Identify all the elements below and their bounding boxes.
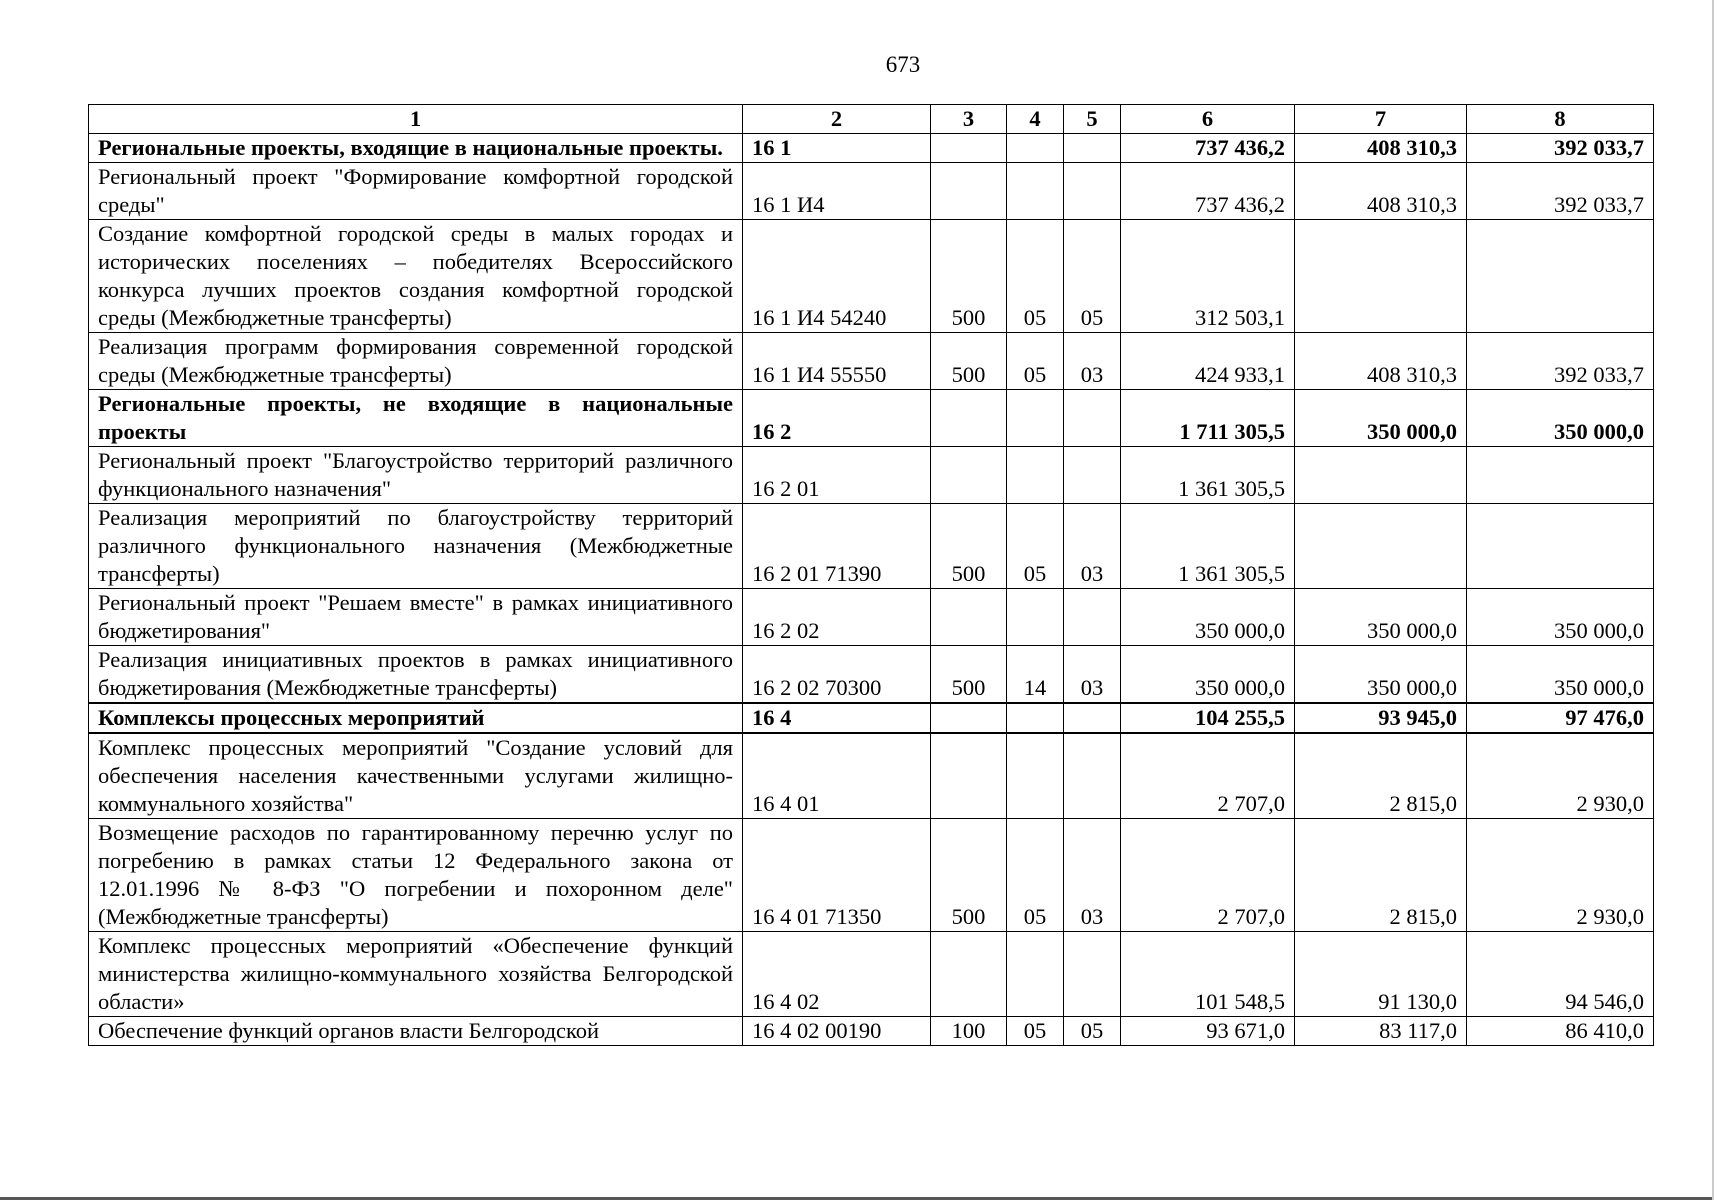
row-col4-cell: 14 [1007, 646, 1064, 704]
row-name-cell: Реализация мероприятий по благоустройству территорий различного функционального назначения (Межбюджетные трансферты) [89, 504, 743, 589]
row-col4-cell [1007, 589, 1064, 646]
row-col7-value: 91 130,0 [1295, 932, 1467, 1017]
row-col6-value: 737 436,2 [1121, 163, 1295, 220]
row-col8-value [1467, 504, 1654, 589]
row-col5-cell [1064, 932, 1121, 1017]
row-code-cell: 16 2 [743, 390, 931, 447]
row-name-cell: Обеспечение функций органов власти Белгородской [89, 1017, 743, 1046]
row-col6-value: 2 707,0 [1121, 819, 1295, 932]
table-row [89, 163, 1654, 220]
row-code-cell: 16 2 01 71390 [743, 504, 931, 589]
row-col6-value: 312 503,1 [1121, 220, 1295, 333]
row-col3-cell [931, 932, 1007, 1017]
table-row [89, 134, 1654, 163]
row-code-cell: 16 4 01 [743, 733, 931, 819]
row-col6-value: 93 671,0 [1121, 1017, 1295, 1046]
row-col6-value: 1 711 305,5 [1121, 390, 1295, 447]
row-name-cell: Реализация программ формирования современной городской среды (Межбюджетные трансферты) [89, 333, 743, 390]
row-col3-cell: 500 [931, 220, 1007, 333]
table-row [89, 390, 1654, 447]
row-col4-cell [1007, 134, 1064, 163]
row-col8-value: 392 033,7 [1467, 134, 1654, 163]
row-col5-cell: 03 [1064, 504, 1121, 589]
row-col8-value [1467, 220, 1654, 333]
row-code-cell: 16 2 01 [743, 447, 931, 504]
row-col4-cell: 05 [1007, 220, 1064, 333]
table-row [89, 220, 1654, 333]
row-col5-cell: 05 [1064, 220, 1121, 333]
column-header: 1 [89, 105, 743, 134]
row-col7-value: 408 310,3 [1295, 333, 1467, 390]
table-header-row [89, 105, 1654, 134]
row-col3-cell [931, 703, 1007, 733]
column-header: 6 [1121, 105, 1295, 134]
row-col7-value: 350 000,0 [1295, 589, 1467, 646]
row-col6-value: 104 255,5 [1121, 703, 1295, 733]
row-col5-cell [1064, 134, 1121, 163]
row-col3-cell [931, 589, 1007, 646]
row-code-cell: 16 1 [743, 134, 931, 163]
row-col7-value: 2 815,0 [1295, 819, 1467, 932]
row-col7-value: 93 945,0 [1295, 703, 1467, 733]
row-col8-value: 2 930,0 [1467, 733, 1654, 819]
row-col6-value: 424 933,1 [1121, 333, 1295, 390]
row-col5-cell [1064, 703, 1121, 733]
table-row [89, 333, 1654, 390]
row-col8-value: 86 410,0 [1467, 1017, 1654, 1046]
table-row [89, 504, 1654, 589]
table-row [89, 932, 1654, 1017]
row-name-cell: Реализация инициативных проектов в рамках инициативного бюджетирования (Межбюджетные трансферты) [89, 646, 743, 704]
column-header: 2 [743, 105, 931, 134]
row-name-cell: Создание комфортной городской среды в малых городах и исторических поселениях – победителях Всероссийского конкурса лучших проектов создания комфортной городской среды (Межбюджетные трансферты) [89, 220, 743, 333]
table-row [89, 703, 1654, 733]
row-col6-value: 350 000,0 [1121, 646, 1295, 704]
row-col8-value: 97 476,0 [1467, 703, 1654, 733]
row-code-cell: 16 4 [743, 703, 931, 733]
row-col8-value: 350 000,0 [1467, 589, 1654, 646]
row-col8-value: 2 930,0 [1467, 819, 1654, 932]
row-col5-cell: 03 [1064, 333, 1121, 390]
row-col4-cell [1007, 447, 1064, 504]
row-col4-cell [1007, 932, 1064, 1017]
row-col3-cell: 500 [931, 333, 1007, 390]
row-col7-value: 408 310,3 [1295, 134, 1467, 163]
column-header: 5 [1064, 105, 1121, 134]
row-code-cell: 16 2 02 [743, 589, 931, 646]
row-col7-value: 350 000,0 [1295, 390, 1467, 447]
row-col4-cell: 05 [1007, 504, 1064, 589]
row-col7-value: 350 000,0 [1295, 646, 1467, 704]
row-col7-value [1295, 504, 1467, 589]
row-col5-cell [1064, 733, 1121, 819]
row-col5-cell [1064, 589, 1121, 646]
row-col8-value: 392 033,7 [1467, 333, 1654, 390]
row-col7-value: 2 815,0 [1295, 733, 1467, 819]
row-col3-cell: 500 [931, 646, 1007, 704]
table-row [89, 733, 1654, 819]
row-col3-cell: 500 [931, 504, 1007, 589]
row-col8-value: 350 000,0 [1467, 390, 1654, 447]
row-name-cell: Комплекс процессных мероприятий «Обеспечение функций министерства жилищно-коммунального хозяйства Белгородской области» [89, 932, 743, 1017]
row-col6-value: 101 548,5 [1121, 932, 1295, 1017]
row-name-cell: Региональные проекты, входящие в национальные проекты. [89, 134, 743, 163]
row-col4-cell: 05 [1007, 333, 1064, 390]
row-col5-cell [1064, 163, 1121, 220]
row-name-cell: Региональные проекты, не входящие в национальные проекты [89, 390, 743, 447]
row-col6-value: 350 000,0 [1121, 589, 1295, 646]
row-col5-cell [1064, 447, 1121, 504]
row-col7-value: 408 310,3 [1295, 163, 1467, 220]
row-col6-value: 737 436,2 [1121, 134, 1295, 163]
row-col7-value [1295, 220, 1467, 333]
row-col6-value: 2 707,0 [1121, 733, 1295, 819]
column-header: 8 [1467, 105, 1654, 134]
table-row [89, 1017, 1654, 1046]
table-row [89, 589, 1654, 646]
row-col8-value: 94 546,0 [1467, 932, 1654, 1017]
row-col3-cell [931, 733, 1007, 819]
row-col4-cell: 05 [1007, 819, 1064, 932]
row-col3-cell [931, 447, 1007, 504]
row-code-cell: 16 1 И4 54240 [743, 220, 931, 333]
row-name-cell: Региональный проект "Решаем вместе" в рамках инициативного бюджетирования" [89, 589, 743, 646]
row-code-cell: 16 1 И4 55550 [743, 333, 931, 390]
budget-table [88, 104, 1654, 1046]
row-col4-cell [1007, 733, 1064, 819]
row-col5-cell [1064, 390, 1121, 447]
page-number: 673 [885, 52, 921, 77]
row-col7-value [1295, 447, 1467, 504]
row-col8-value: 392 033,7 [1467, 163, 1654, 220]
table-body [89, 134, 1654, 1046]
row-col6-value: 1 361 305,5 [1121, 504, 1295, 589]
row-code-cell: 16 4 02 00190 [743, 1017, 931, 1046]
row-col7-value: 83 117,0 [1295, 1017, 1467, 1046]
column-header: 3 [931, 105, 1007, 134]
row-col3-cell [931, 134, 1007, 163]
row-col5-cell: 03 [1064, 819, 1121, 932]
row-name-cell: Возмещение расходов по гарантированному перечню услуг по погребению в рамках статьи 12 Федерального закона от 12.01.1996 № 8-ФЗ "О погребении и похоронном деле" (Межбюджетные трансферты) [89, 819, 743, 932]
row-name-cell: Комплекс процессных мероприятий "Создание условий для обеспечения населения качественными услугами жилищно-коммунального хозяйства" [89, 733, 743, 819]
row-col8-value [1467, 447, 1654, 504]
column-header: 7 [1295, 105, 1467, 134]
column-header: 4 [1007, 105, 1064, 134]
table-row [89, 447, 1654, 504]
row-name-cell: Комплексы процессных мероприятий [89, 703, 743, 733]
table-row [89, 819, 1654, 932]
row-name-cell: Региональный проект "Благоустройство территорий различного функционального назначения" [89, 447, 743, 504]
row-code-cell: 16 2 02 70300 [743, 646, 931, 704]
row-col8-value: 350 000,0 [1467, 646, 1654, 704]
row-col3-cell [931, 390, 1007, 447]
row-code-cell: 16 1 И4 [743, 163, 931, 220]
row-col4-cell [1007, 703, 1064, 733]
row-code-cell: 16 4 02 [743, 932, 931, 1017]
row-col4-cell [1007, 163, 1064, 220]
row-col3-cell: 500 [931, 819, 1007, 932]
row-col6-value: 1 361 305,5 [1121, 447, 1295, 504]
row-col3-cell: 100 [931, 1017, 1007, 1046]
row-col5-cell: 05 [1064, 1017, 1121, 1046]
row-col4-cell [1007, 390, 1064, 447]
row-col5-cell: 03 [1064, 646, 1121, 704]
row-col3-cell [931, 163, 1007, 220]
row-col4-cell: 05 [1007, 1017, 1064, 1046]
table-row [89, 646, 1654, 704]
row-name-cell: Региональный проект "Формирование комфортной городской среды" [89, 163, 743, 220]
row-code-cell: 16 4 01 71350 [743, 819, 931, 932]
